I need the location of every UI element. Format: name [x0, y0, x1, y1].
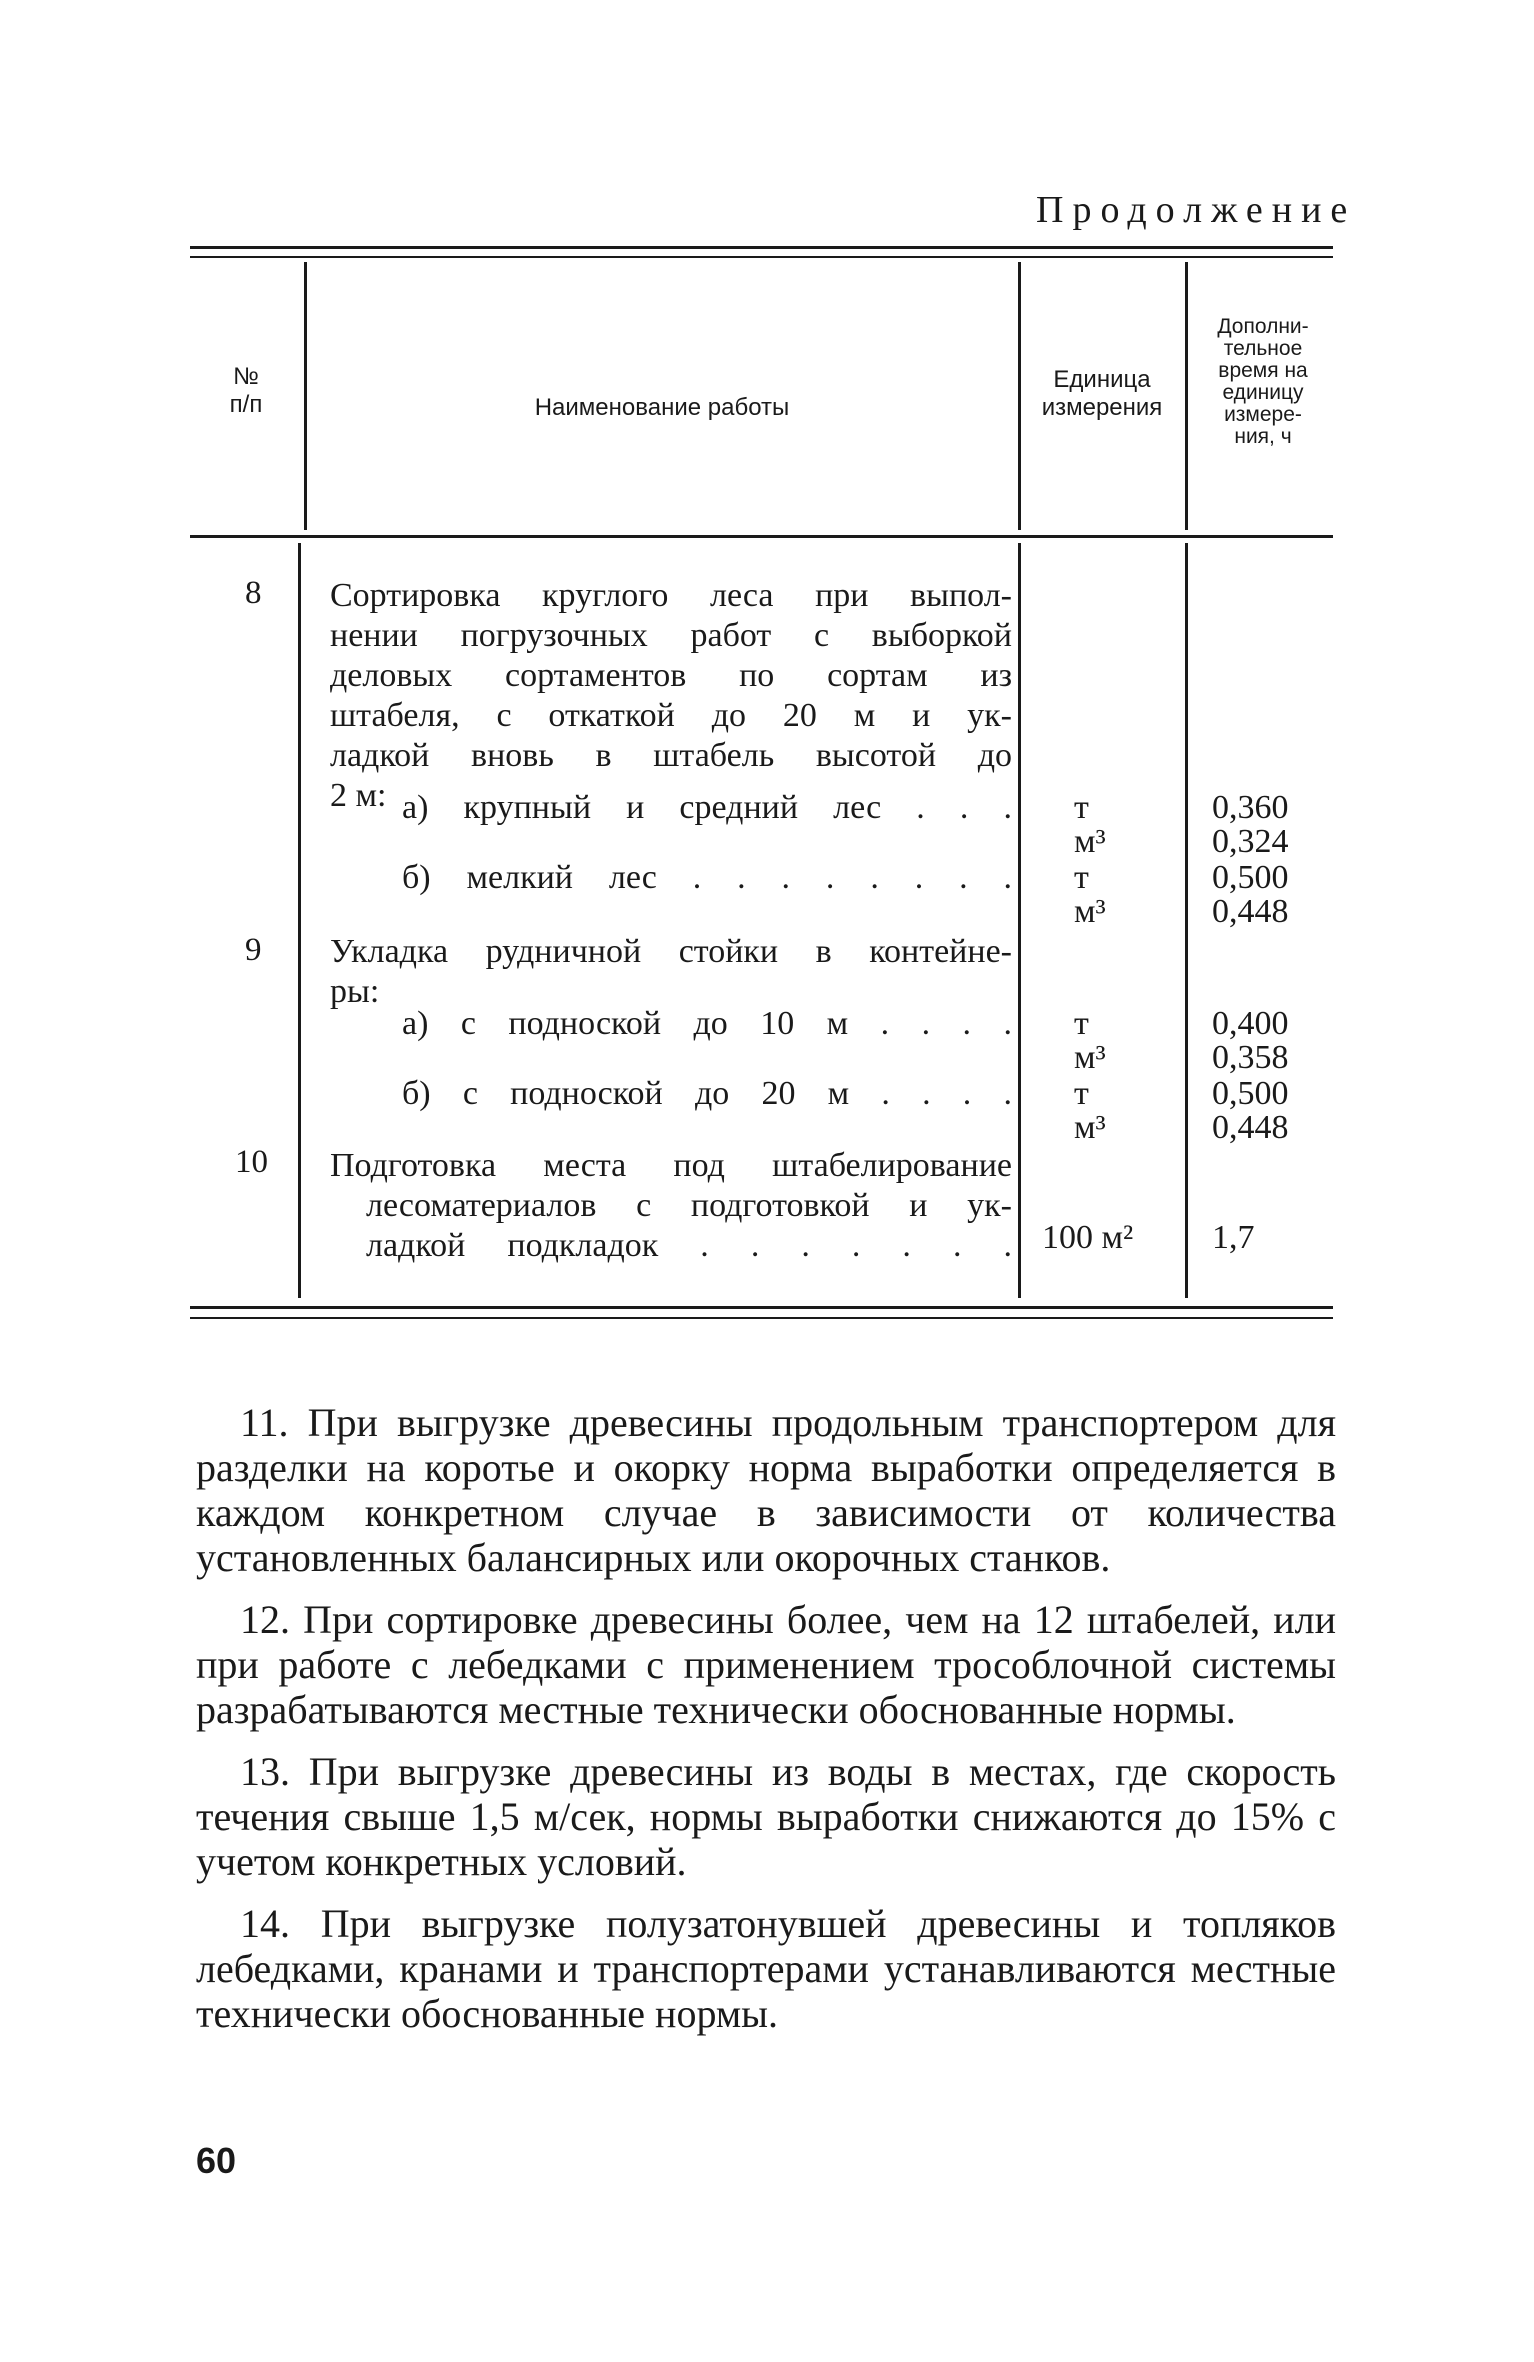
value: 0,500: [1212, 1075, 1289, 1112]
header-time: Дополни- тельное время на единицу измере- ния, ч: [1217, 315, 1309, 448]
col-divider: [1018, 262, 1021, 530]
sub-item: а) с подноской до 10 м . . . .: [402, 1005, 1012, 1042]
value: 0,448: [1212, 893, 1289, 930]
col-divider: [304, 262, 307, 530]
header-bottom-rule: [190, 535, 1333, 538]
paragraph: 11. При выгрузке древесины продольным транспортером для разделки на коротье и окорку норма выработки определяется в каждом конкретном случае в зависимости от количества установленных балансирных или окорочных станков.: [196, 1400, 1336, 1580]
body-text: [196, 1400, 1336, 2053]
unit: 100 м²: [1042, 1219, 1134, 1256]
row-description: Сортировка круглого леса при выпол- нении погрузочных работ с выборкой деловых сортаментов по сортам из штабеля, с откаткой до 20 м и ук- ладкой вновь в штабель высотой до 2 м:: [330, 577, 1012, 814]
table-top-rule-2: [190, 256, 1333, 258]
value: 0,360: [1212, 789, 1289, 826]
value: 0,400: [1212, 1005, 1289, 1042]
row-number: 8: [245, 575, 262, 611]
paragraph: 12. При сортировке древесины более, чем на 12 штабелей, или при работе с лебедками с применением трособлочной системы разрабатываются местные технически обоснованные нормы.: [196, 1597, 1336, 1732]
value: 0,324: [1212, 823, 1289, 860]
col-divider: [1018, 543, 1021, 1298]
page-number: 60: [196, 2140, 237, 2181]
unit: м³: [1074, 893, 1106, 930]
unit: м³: [1074, 1109, 1106, 1146]
unit: м³: [1074, 823, 1106, 860]
paragraph: 13. При выгрузке древесины из воды в местах, где скорость течения свыше 1,5 м/сек, нормы выработки снижаются до 15% с учетом конкретных условий.: [196, 1749, 1336, 1884]
value: 0,448: [1212, 1109, 1289, 1146]
header-unit: Единица измерения: [1041, 366, 1163, 421]
unit: т: [1074, 1075, 1089, 1112]
table-bottom-rule: [190, 1306, 1333, 1309]
header-name: Наименование работы: [534, 394, 790, 421]
continued-label: Продолжение: [1036, 189, 1357, 231]
value: 0,358: [1212, 1039, 1289, 1076]
sub-item: б) мелкий лес . . . . . . . .: [402, 859, 1012, 896]
table-bottom-rule-2: [190, 1317, 1333, 1319]
unit: м³: [1074, 1039, 1106, 1076]
unit: т: [1074, 789, 1089, 826]
col-divider: [1185, 543, 1188, 1298]
row-description: Подготовка места под штабелирование лесоматериалов с подготовкой и ук- ладкой подкладок . . . . . . .: [330, 1147, 1012, 1264]
row-description: Укладка рудничной стойки в контейне- ры:: [330, 933, 1012, 1010]
value: 1,7: [1212, 1219, 1255, 1256]
unit: т: [1074, 859, 1089, 896]
row-number: 9: [245, 932, 262, 968]
header-num: № п/п: [229, 363, 263, 418]
value: 0,500: [1212, 859, 1289, 896]
table-top-rule: [190, 246, 1333, 249]
row-number: 10: [235, 1144, 268, 1180]
unit: т: [1074, 1005, 1089, 1042]
paragraph: 14. При выгрузке полузатонувшей древесины и топляков лебедками, кранами и транспортерами устанавливаются местные технически обоснованные нормы.: [196, 1901, 1336, 2036]
sub-item: б) с подноской до 20 м . . . .: [402, 1075, 1012, 1112]
col-divider: [298, 543, 301, 1298]
sub-item: а) крупный и средний лес . . .: [402, 789, 1012, 826]
col-divider: [1185, 262, 1188, 530]
